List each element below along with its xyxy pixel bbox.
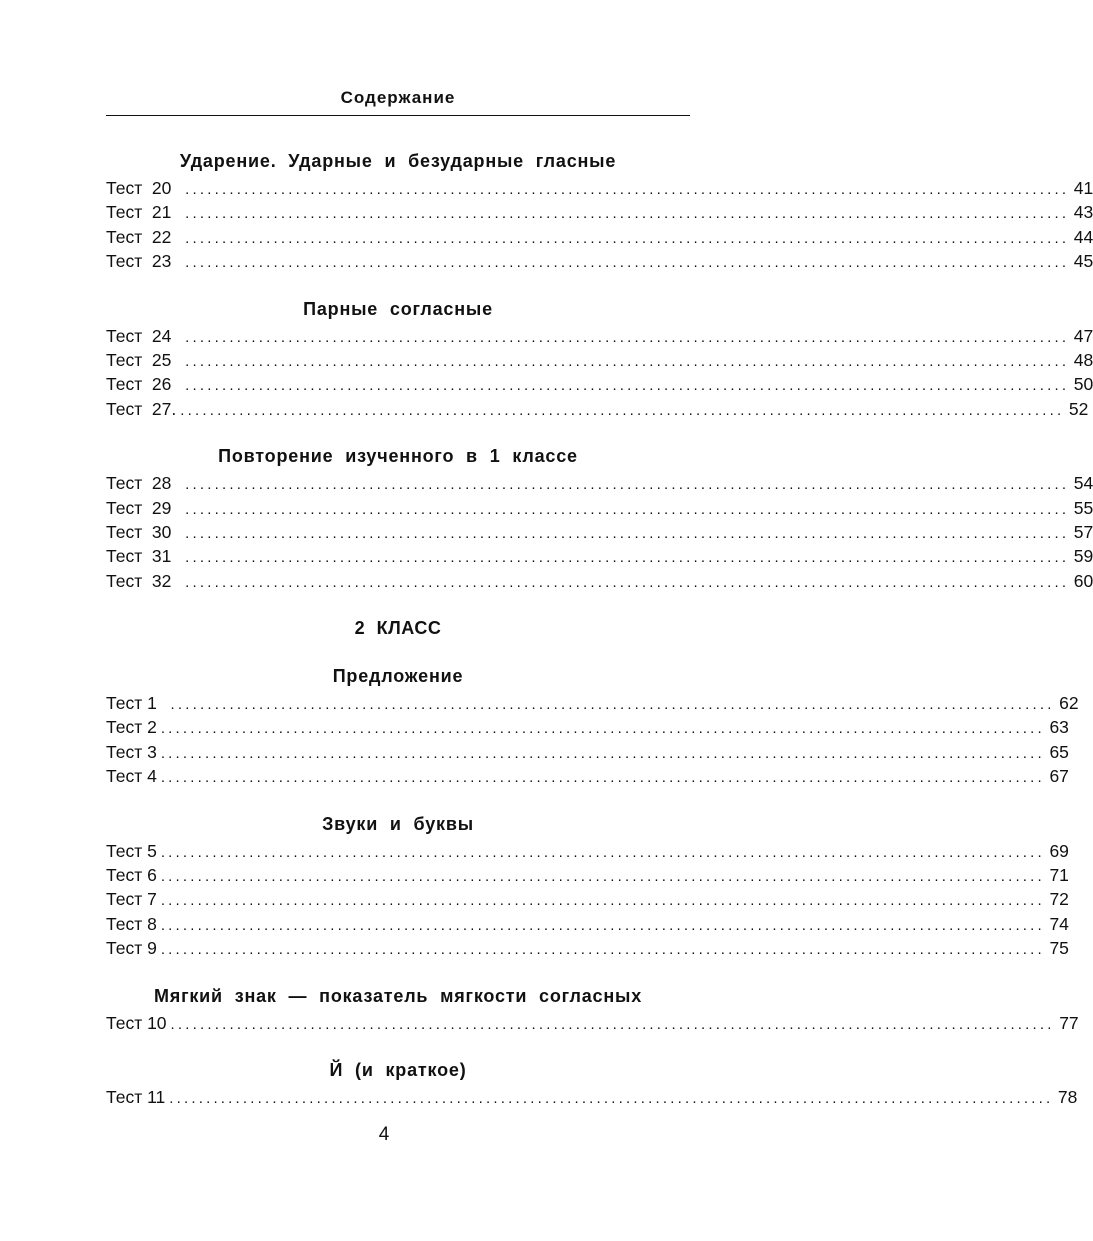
toc-entry[interactable] <box>106 348 1093 372</box>
toc-leader-dots: ........................................................................................................................ <box>185 205 1070 223</box>
section-title: Предложение <box>332 666 464 687</box>
toc-leader-dots: ........................................................................................................................ <box>185 377 1070 395</box>
toc-entry-page: 47 <box>1073 325 1093 346</box>
toc-entry-page: 67 <box>1049 766 1069 787</box>
toc-entry-page: 57 <box>1073 521 1093 542</box>
toc-entry-label: Тест 23 <box>106 251 182 272</box>
toc-leader-dots: ........................................................................................................................ <box>169 1089 1054 1107</box>
toc-leader-dots: ........................................................................................................................ <box>160 941 1045 959</box>
toc-part-1 <box>106 146 1093 593</box>
toc-leader-dots: ........................................................................................................................ <box>170 696 1055 714</box>
toc-section <box>106 661 1079 789</box>
toc-leader-dots: ........................................................................................................................ <box>185 229 1070 247</box>
toc-leader-dots: ........................................................................................................................ <box>160 769 1045 787</box>
toc-entry[interactable] <box>106 496 1093 520</box>
toc-section <box>106 441 1093 593</box>
toc-entry[interactable] <box>106 740 1069 764</box>
toc-entry-label: Тест 8 <box>106 913 157 934</box>
toc-entry-label: Тест 20 <box>106 178 182 198</box>
toc-entry[interactable] <box>106 863 1069 887</box>
toc-entry[interactable] <box>106 1011 1079 1035</box>
toc-entry-page: 41 <box>1073 178 1093 198</box>
toc-entry-label: Тест 29 <box>106 497 182 518</box>
toc-entry[interactable] <box>106 912 1069 936</box>
toc-entry-page: 72 <box>1049 889 1069 910</box>
toc-entry-page: 78 <box>1057 1086 1078 1107</box>
toc-leader-dots: ........................................................................................................................ <box>160 744 1045 762</box>
toc-leader-dots: ........................................................................................................................ <box>160 843 1045 861</box>
toc-entry[interactable] <box>106 715 1069 739</box>
toc-entry-label: Тест 27. <box>106 398 177 419</box>
toc-leader-dots: ........................................................................................................................ <box>185 328 1070 346</box>
toc-entry[interactable] <box>106 225 1093 249</box>
section-title: Мягкий знак — показатель мягкости согласных <box>153 985 643 1006</box>
toc-section <box>106 809 1069 961</box>
toc-entry[interactable] <box>106 764 1069 788</box>
toc-entry-label: Тест 7 <box>106 889 157 910</box>
toc-section <box>106 294 1093 422</box>
toc-entry-label: Тест 5 <box>106 840 157 861</box>
toc-entry-label: Тест 31 <box>106 546 182 567</box>
class-heading: 2 КЛАСС <box>354 618 442 639</box>
toc-leader-dots: ........................................................................................................................ <box>185 476 1070 494</box>
toc-entry[interactable] <box>106 691 1079 715</box>
toc-entry-label: Тест 21 <box>106 202 182 223</box>
toc-entry-page: 55 <box>1073 497 1093 518</box>
toc-entry-page: 45 <box>1073 251 1093 272</box>
toc-entry[interactable] <box>106 397 1089 421</box>
page-number: 4 <box>378 1124 390 1145</box>
toc-entry-page: 74 <box>1049 913 1069 934</box>
toc-entry-label: Тест 30 <box>106 521 182 542</box>
section-title: Звуки и буквы <box>322 813 474 834</box>
toc-leader-dots: ........................................................................................................................ <box>160 868 1045 886</box>
toc-entry[interactable] <box>106 520 1093 544</box>
toc-entry-page: 71 <box>1049 865 1069 886</box>
table-of-contents <box>106 146 1093 1129</box>
toc-entry[interactable] <box>106 372 1093 396</box>
section-title: Ударение. Ударные и безударные гласные <box>179 151 617 171</box>
toc-entry-label: Тест 6 <box>106 865 157 886</box>
section-title: Й (и краткое) <box>329 1059 467 1080</box>
toc-entry-label: Тест 1 <box>106 693 167 714</box>
toc-leader-dots: ........................................................................................................................ <box>160 916 1045 934</box>
toc-entry-page: 48 <box>1073 349 1093 370</box>
toc-entry-label: Тест 26 <box>106 374 182 395</box>
toc-entry-label: Тест 25 <box>106 349 182 370</box>
toc-part-2 <box>106 661 1079 1109</box>
toc-entry-page: 77 <box>1059 1012 1079 1033</box>
toc-leader-dots: ........................................................................................................................ <box>185 524 1070 542</box>
toc-entry-label: Тест 10 <box>106 1012 167 1033</box>
toc-entry-label: Тест 22 <box>106 226 182 247</box>
toc-entry-label: Тест 24 <box>106 325 182 346</box>
toc-leader-dots: ........................................................................................................................ <box>170 1015 1055 1033</box>
toc-entry-label: Тест 3 <box>106 741 157 762</box>
toc-leader-dots: ........................................................................................................................ <box>185 254 1070 272</box>
toc-leader-dots: ........................................................................................................................ <box>185 549 1070 567</box>
toc-section <box>106 1055 1078 1109</box>
toc-leader-dots: ........................................................................................................................ <box>185 500 1070 518</box>
toc-entry-label: Тест 4 <box>106 766 157 787</box>
toc-entry[interactable] <box>106 200 1093 224</box>
toc-leader-dots: ........................................................................................................................ <box>180 401 1065 419</box>
toc-entry-label: Тест 11 <box>106 1086 166 1107</box>
toc-entry-page: 50 <box>1073 374 1093 395</box>
toc-entry[interactable] <box>106 544 1093 568</box>
toc-section <box>106 146 1093 274</box>
header-divider <box>106 115 690 116</box>
toc-entry-page: 69 <box>1049 840 1069 861</box>
toc-entry-page: 60 <box>1073 570 1093 591</box>
toc-entry-page: 62 <box>1059 693 1079 714</box>
toc-entry[interactable] <box>106 936 1069 960</box>
toc-leader-dots: ........................................................................................................................ <box>185 573 1070 591</box>
toc-leader-dots: ........................................................................................................................ <box>185 181 1070 198</box>
toc-entry-label: Тест 28 <box>106 473 182 494</box>
toc-entry-page: 59 <box>1073 546 1093 567</box>
toc-leader-dots: ........................................................................................................................ <box>160 892 1045 910</box>
toc-entry[interactable] <box>106 471 1093 495</box>
toc-leader-dots: ........................................................................................................................ <box>185 352 1070 370</box>
toc-entry-page: 54 <box>1073 473 1093 494</box>
toc-entry-page: 75 <box>1049 938 1069 959</box>
toc-entry-label: Тест 9 <box>106 938 157 959</box>
section-title: Повторение изученного в 1 классе <box>218 446 578 467</box>
toc-entry-page: 44 <box>1073 226 1093 247</box>
toc-entry[interactable] <box>106 176 1093 200</box>
toc-entry[interactable] <box>106 249 1093 273</box>
toc-entry[interactable] <box>106 569 1093 593</box>
toc-entry[interactable] <box>106 839 1069 863</box>
toc-entry[interactable] <box>106 324 1093 348</box>
toc-section <box>106 981 1079 1035</box>
toc-leader-dots: ........................................................................................................................ <box>160 720 1045 738</box>
toc-entry-page: 65 <box>1049 741 1069 762</box>
toc-entry-label: Тест 32 <box>106 570 182 591</box>
toc-entry-label: Тест 2 <box>106 717 157 738</box>
page-header-title: Содержание <box>340 88 456 107</box>
toc-entry[interactable] <box>106 1085 1078 1109</box>
toc-entry-page: 63 <box>1049 717 1069 738</box>
toc-entry-page: 52 <box>1068 398 1089 419</box>
section-title: Парные согласные <box>303 298 493 319</box>
toc-entry-page: 43 <box>1073 202 1093 223</box>
toc-entry[interactable] <box>106 887 1069 911</box>
